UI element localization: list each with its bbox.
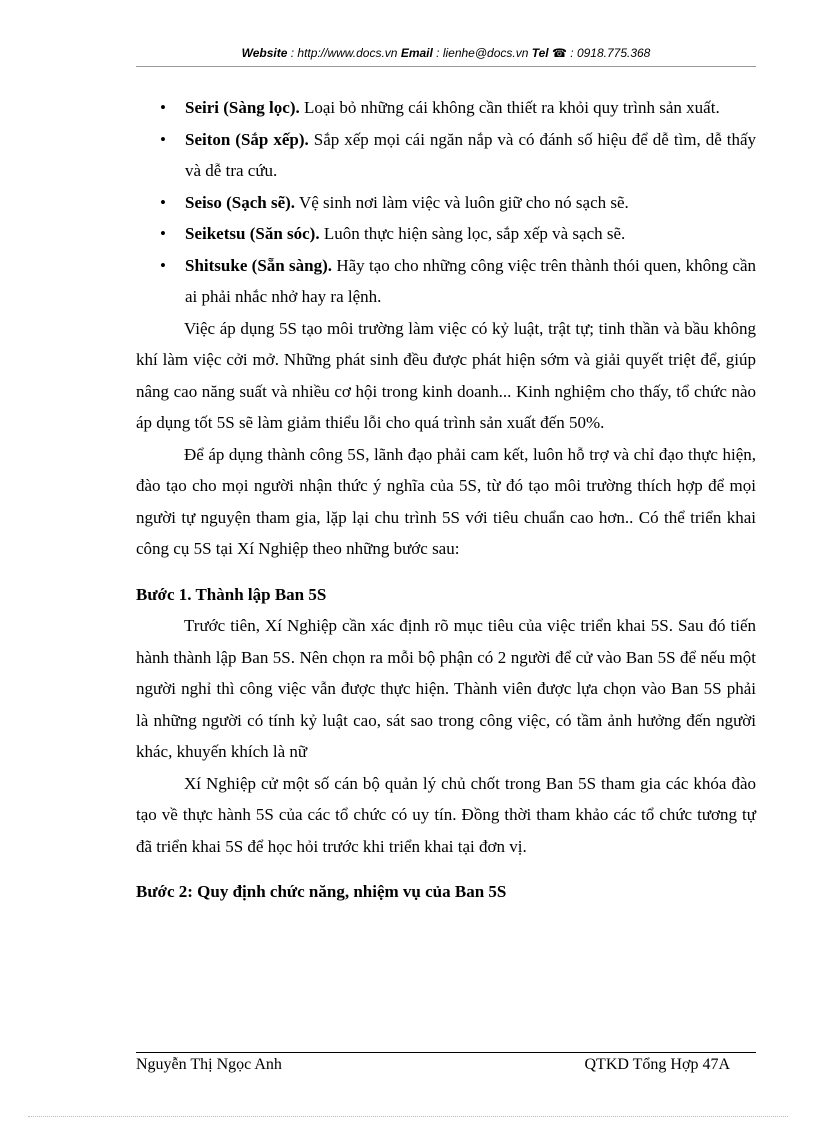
paragraph: Trước tiên, Xí Nghiệp cần xác định rõ mục tiêu của việc triển khai 5S. Sau đó tiến hành thành lập Ban 5S. Nên chọn ra mỗi bộ phận có 2 người để cử vào Ban 5S để nếu một người nghỉ thì công việc vẫn được thực hiện. Thành viên được lựa chọn vào Ban 5S phải là những người có tính kỷ luật cao, sát sao trong công việc, có tầm ảnh hưởng đến người khác, khuyến khích là nữ xyxy=(136,616,756,761)
list-item-term: Seiri (Sàng lọc). xyxy=(185,98,300,117)
list-item xyxy=(136,92,756,124)
page-edge xyxy=(28,1116,788,1117)
header-divider xyxy=(136,66,756,67)
list-item-term: Seiso (Sạch sẽ). xyxy=(185,192,296,212)
email-label: Email xyxy=(400,46,433,60)
step1-heading: Bước 1. Thành lập Ban 5S xyxy=(136,584,327,604)
tel-number: : 0918.775.368 xyxy=(566,46,651,60)
tel-label: Tel xyxy=(531,46,549,60)
list-item xyxy=(136,124,756,187)
list-item-text: Vệ sinh nơi làm việc và luôn giữ cho nó sạch sẽ. xyxy=(295,192,629,212)
email-address[interactable]: : lienhe@docs.vn xyxy=(432,46,532,60)
paragraph: Xí Nghiệp cử một số cán bộ quản lý chủ chốt trong Ban 5S tham gia các khóa đào tạo về thực hành 5S của các tổ chức có uy tín. Đồng thời tham khảo các tổ chức tương tự đã triển khai 5S để học hỏi trước khi triển khai tại đơn vị. xyxy=(136,773,756,856)
phone-icon: ☎ xyxy=(551,46,567,60)
list-item-text: Sắp xếp mọi cái ngăn nắp và có đánh số hiệu để dễ tìm, dễ thấy và dễ tra cứu. xyxy=(185,129,756,180)
paragraph: Việc áp dụng 5S tạo môi trường làm việc có kỷ luật, trật tự; tinh thần và bầu không khí làm việc cởi mở. Những phát sinh đều được phát hiện sớm và giải quyết triệt để, giúp nâng cao năng suất và nhiều cơ hội trong kinh doanh... Kinh nghiệm cho thấy, tổ chức nào áp dụng tốt 5S sẽ làm giảm thiểu lỗi cho quá trình sản xuất đến 50%. xyxy=(136,318,756,432)
website-label: Website xyxy=(241,46,288,60)
list-item-term: Seiton (Sắp xếp). xyxy=(185,129,309,149)
list-item-text: Hãy tạo cho những công việc trên thành thói quen, không cần ai phải nhắc nhở hay ra lệnh. xyxy=(185,255,756,306)
page-footer xyxy=(136,1056,756,1074)
website-url[interactable]: : http://www.docs.vn xyxy=(287,46,401,60)
step2-heading: Bước 2: Quy định chức năng, nhiệm vụ của Ban 5S xyxy=(136,882,507,901)
footer-class: QTKD Tổng Hợp 47A xyxy=(584,1056,730,1073)
paragraph: Để áp dụng thành công 5S, lãnh đạo phải cam kết, luôn hỗ trợ và chỉ đạo thực hiện, đào tạo cho mọi người nhận thức ý nghĩa của 5S, từ đó tạo môi trường thích hợp để mọi người tự nguyện tham gia, lặp lại chu trình 5S với tiêu chuẩn cao hơn.. Có thể triển khai công cụ 5S tại Xí Nghiệp theo những bước sau: xyxy=(136,444,756,558)
list-item-text: Luôn thực hiện sàng lọc, sắp xếp và sạch sẽ. xyxy=(319,224,626,243)
page-header xyxy=(136,46,756,60)
footer-author: Nguyễn Thị Ngọc Anh xyxy=(136,1056,282,1073)
list-item xyxy=(136,250,756,313)
footer-divider xyxy=(136,1052,756,1053)
list-item-term: Shitsuke (Sẵn sàng). xyxy=(185,255,333,275)
document-body xyxy=(136,92,756,908)
list-item-term: Seiketsu (Săn sóc). xyxy=(185,224,320,243)
list-item-text: Loại bỏ những cái không cần thiết ra khỏi quy trình sản xuất. xyxy=(299,98,720,117)
list-item xyxy=(136,187,756,219)
5s-list xyxy=(136,92,756,313)
list-item xyxy=(136,218,756,250)
